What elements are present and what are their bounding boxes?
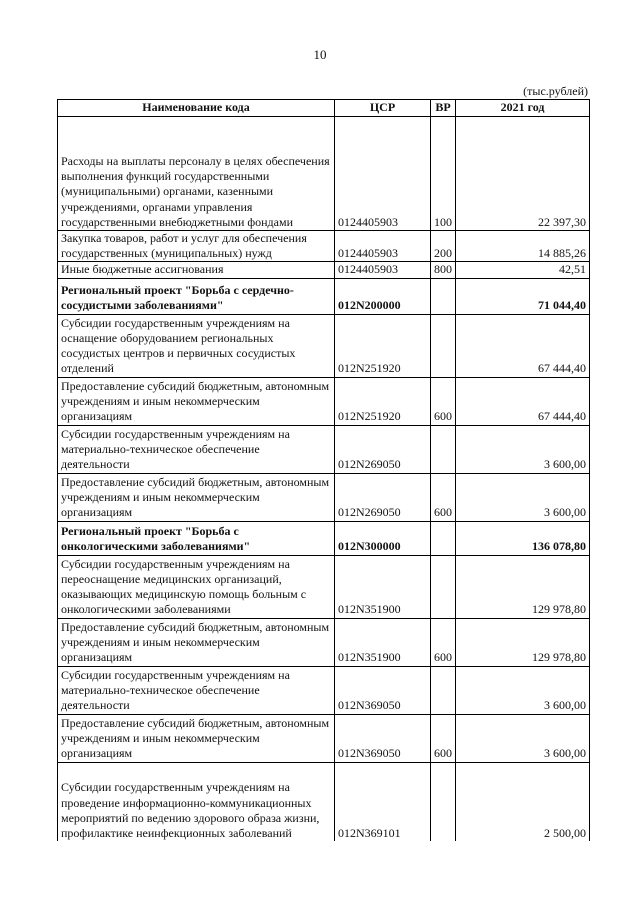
row-name: Расходы на выплаты персоналу в целях обеспечения выполнения функций государственными (муниципальными) органами, казенными учреждениями, органами управления государственными внебюджетными фондами xyxy=(58,117,335,231)
row-vr xyxy=(431,762,456,841)
header-csr: ЦСР xyxy=(335,100,431,117)
row-vr: 800 xyxy=(431,262,456,278)
budget-table xyxy=(57,99,590,841)
row-name: Предоставление субсидий бюджетным, автономным учреждениям и иным некоммерческим организациям xyxy=(58,618,335,666)
row-csr: 0124405903 xyxy=(335,117,431,231)
table-row xyxy=(58,117,590,231)
row-name: Субсидии государственным учреждениям на материально-техническое обеспечение деятельности xyxy=(58,425,335,473)
row-amount: 3 600,00 xyxy=(456,714,590,762)
row-csr: 012N251920 xyxy=(335,314,431,377)
row-name: Субсидии государственным учреждениям на проведение информационно-коммуникационных мероприятий по ведению здорового образа жизни, профилактике неинфекционных заболеваний xyxy=(58,762,335,841)
row-amount: 3 600,00 xyxy=(456,425,590,473)
row-amount: 2 500,00 xyxy=(456,762,590,841)
table-header-row xyxy=(58,100,590,117)
row-amount: 22 397,30 xyxy=(456,117,590,231)
row-name: Закупка товаров, работ и услуг для обеспечения государственных (муниципальных) нужд xyxy=(58,231,335,262)
row-name: Предоставление субсидий бюджетным, автономным учреждениям и иным некоммерческим организациям xyxy=(58,714,335,762)
table-row xyxy=(58,314,590,377)
row-csr: 012N269050 xyxy=(335,473,431,521)
row-vr: 600 xyxy=(431,714,456,762)
header-vr: ВР xyxy=(431,100,456,117)
table-row xyxy=(58,473,590,521)
page-number: 10 xyxy=(313,47,327,62)
row-name: Субсидии государственным учреждениям на материально-техническое обеспечение деятельности xyxy=(58,666,335,714)
row-name: Субсидии государственным учреждениям на оснащение оборудованием региональных сосудистых центров и первичных сосудистых отделений xyxy=(58,314,335,377)
row-csr: 0124405903 xyxy=(335,231,431,262)
row-name: Региональный проект "Борьба с онкологическими заболеваниями" xyxy=(58,521,335,555)
table-row xyxy=(58,278,590,314)
row-vr: 600 xyxy=(431,473,456,521)
units-label: (тыс.рублей) xyxy=(523,84,588,98)
row-vr xyxy=(431,521,456,555)
row-vr: 200 xyxy=(431,231,456,262)
table-row xyxy=(58,231,590,262)
row-amount: 67 444,40 xyxy=(456,314,590,377)
row-name: Региональный проект "Борьба с сердечно-сосудистыми заболеваниями" xyxy=(58,278,335,314)
row-amount: 14 885,26 xyxy=(456,231,590,262)
row-amount: 67 444,40 xyxy=(456,377,590,425)
row-csr: 012N351900 xyxy=(335,555,431,618)
table-row xyxy=(58,666,590,714)
row-vr xyxy=(431,666,456,714)
row-amount: 3 600,00 xyxy=(456,666,590,714)
row-name: Предоставление субсидий бюджетным, автономным учреждениям и иным некоммерческим организациям xyxy=(58,377,335,425)
table-row xyxy=(58,377,590,425)
row-amount: 136 078,80 xyxy=(456,521,590,555)
row-name: Предоставление субсидий бюджетным, автономным учреждениям и иным некоммерческим организациям xyxy=(58,473,335,521)
row-csr: 012N369050 xyxy=(335,714,431,762)
row-amount: 129 978,80 xyxy=(456,618,590,666)
row-name: Иные бюджетные ассигнования xyxy=(58,262,335,278)
row-vr xyxy=(431,314,456,377)
row-vr: 100 xyxy=(431,117,456,231)
table-row xyxy=(58,262,590,278)
table-row xyxy=(58,521,590,555)
row-vr xyxy=(431,425,456,473)
row-csr: 012N200000 xyxy=(335,278,431,314)
table-row xyxy=(58,762,590,841)
row-csr: 012N369101 xyxy=(335,762,431,841)
row-amount: 42,51 xyxy=(456,262,590,278)
header-name: Наименование кода xyxy=(58,100,335,117)
row-amount: 3 600,00 xyxy=(456,473,590,521)
table-row xyxy=(58,714,590,762)
row-name: Субсидии государственным учреждениям на переоснащение медицинских организаций, оказывающих медицинскую помощь больным с онкологическими заболеваниями xyxy=(58,555,335,618)
row-amount: 71 044,40 xyxy=(456,278,590,314)
row-csr: 012N251920 xyxy=(335,377,431,425)
row-csr: 012N300000 xyxy=(335,521,431,555)
row-csr: 012N269050 xyxy=(335,425,431,473)
table-row xyxy=(58,555,590,618)
row-vr: 600 xyxy=(431,618,456,666)
row-vr xyxy=(431,278,456,314)
row-csr: 012N351900 xyxy=(335,618,431,666)
header-year: 2021 год xyxy=(456,100,590,117)
row-amount: 129 978,80 xyxy=(456,555,590,618)
row-csr: 012N369050 xyxy=(335,666,431,714)
table-row xyxy=(58,425,590,473)
row-vr: 600 xyxy=(431,377,456,425)
row-csr: 0124405903 xyxy=(335,262,431,278)
row-vr xyxy=(431,555,456,618)
table-row xyxy=(58,618,590,666)
